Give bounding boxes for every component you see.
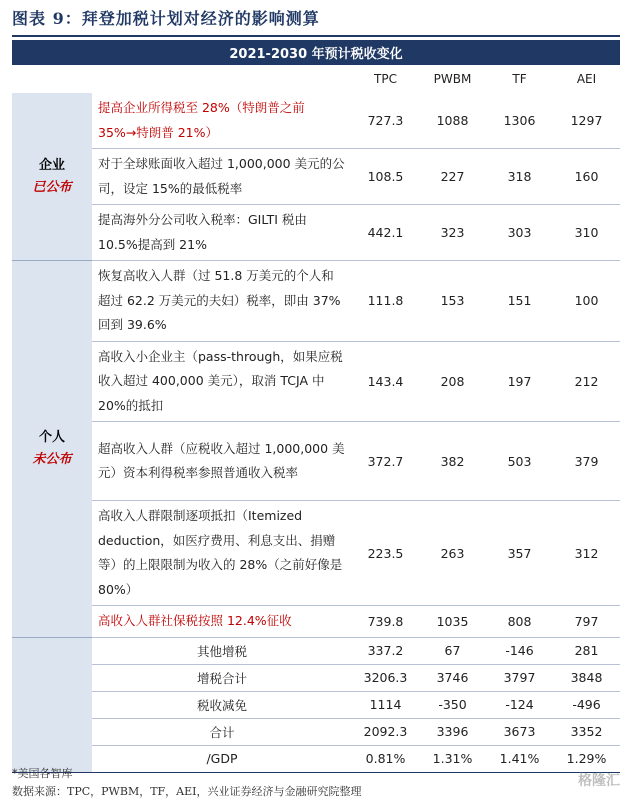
summary-value-cell: -350	[419, 691, 486, 718]
summary-value-cell: 337.2	[352, 637, 419, 664]
measure-description: 提高企业所得税至 28%（特朗普之前 35%→特朗普 21%）	[92, 93, 352, 149]
category-status: 已公布	[32, 179, 72, 195]
table-row	[12, 93, 620, 149]
value-cell: 1297	[553, 93, 620, 149]
summary-row	[12, 718, 620, 745]
summary-value-cell: -124	[486, 691, 553, 718]
summary-row	[12, 664, 620, 691]
summary-blank	[12, 691, 92, 718]
table-row	[12, 341, 620, 422]
category-status: 未公布	[32, 451, 72, 467]
source-note: 数据来源：TPC，PWBM，TF，AEI，兴业证券经济与金融研究院整理	[12, 785, 362, 798]
summary-value-cell: 1.31%	[419, 745, 486, 772]
value-cell: 227	[419, 149, 486, 205]
summary-value-cell: 0.81%	[352, 745, 419, 772]
summary-row	[12, 745, 620, 772]
summary-value-cell: 1.29%	[553, 745, 620, 772]
tax-table	[12, 40, 620, 773]
measure-description: 提高海外分公司收入税率：GILTI 税由 10.5%提高到 21%	[92, 205, 352, 261]
summary-value-cell: 3352	[553, 718, 620, 745]
value-cell: 310	[553, 205, 620, 261]
value-cell: 727.3	[352, 93, 419, 149]
value-cell: 379	[553, 422, 620, 501]
summary-row	[12, 637, 620, 664]
value-cell: 143.4	[352, 341, 419, 422]
measure-description: 高收入人群限制逐项抵扣（Itemized deduction，如医疗费用、利息支出、捐赠等）的上限限制为收入的 28%（之前好像是 80%）	[92, 501, 352, 606]
footnote: *美国各智库	[12, 767, 73, 780]
table-row	[12, 149, 620, 205]
value-cell: 323	[419, 205, 486, 261]
summary-value-cell: -146	[486, 637, 553, 664]
header-blank	[92, 65, 352, 93]
value-cell: 312	[553, 501, 620, 606]
summary-value-cell: 3848	[553, 664, 620, 691]
summary-row	[12, 691, 620, 718]
table-row	[12, 205, 620, 261]
column-header: TF	[512, 72, 527, 86]
summary-value-cell: 3396	[419, 718, 486, 745]
column-header: AEI	[576, 72, 597, 86]
summary-value-cell: 3746	[419, 664, 486, 691]
value-cell: 357	[486, 501, 553, 606]
value-cell: 160	[553, 149, 620, 205]
category-cell	[12, 261, 92, 638]
title-rule	[12, 35, 620, 37]
category-cell	[12, 93, 92, 261]
summary-value-cell: 281	[553, 637, 620, 664]
summary-value-cell: 1.41%	[486, 745, 553, 772]
value-cell: 503	[486, 422, 553, 501]
summary-value-cell: -496	[553, 691, 620, 718]
value-cell: 1088	[419, 93, 486, 149]
value-cell: 108.5	[352, 149, 419, 205]
summary-value-cell: 3206.3	[352, 664, 419, 691]
value-cell: 808	[486, 606, 553, 638]
value-cell: 263	[419, 501, 486, 606]
value-cell: 739.8	[352, 606, 419, 638]
summary-label: /GDP	[92, 745, 352, 772]
value-cell: 208	[419, 341, 486, 422]
summary-label: 其他增税	[92, 637, 352, 664]
category-label: 个人	[38, 429, 65, 445]
summary-value-cell: 2092.3	[352, 718, 419, 745]
value-cell: 372.7	[352, 422, 419, 501]
column-header: PWBM	[433, 72, 472, 86]
value-cell: 797	[553, 606, 620, 638]
summary-value-cell: 67	[419, 637, 486, 664]
value-cell: 1035	[419, 606, 486, 638]
summary-label: 税收减免	[92, 691, 352, 718]
table-row	[12, 261, 620, 342]
summary-value-cell: 3797	[486, 664, 553, 691]
summary-blank	[12, 637, 92, 664]
value-cell: 100	[553, 261, 620, 342]
value-cell: 223.5	[352, 501, 419, 606]
figure-title: 图表 9：拜登加税计划对经济的影响测算	[12, 9, 320, 28]
value-cell: 111.8	[352, 261, 419, 342]
table-caption: 2021-2030 年预计税收变化	[12, 40, 620, 65]
summary-label: 增税合计	[92, 664, 352, 691]
summary-label: 合计	[92, 718, 352, 745]
summary-blank	[12, 718, 92, 745]
summary-value-cell: 3673	[486, 718, 553, 745]
watermark: 格隆汇	[578, 773, 620, 789]
value-cell: 197	[486, 341, 553, 422]
column-header: TPC	[374, 72, 397, 86]
value-cell: 212	[553, 341, 620, 422]
value-cell: 382	[419, 422, 486, 501]
value-cell: 151	[486, 261, 553, 342]
value-cell: 442.1	[352, 205, 419, 261]
measure-description: 超高收入人群（应税收入超过 1,000,000 美元）资本利得税率参照普通收入税率	[92, 422, 352, 501]
value-cell: 153	[419, 261, 486, 342]
value-cell: 303	[486, 205, 553, 261]
measure-description: 对于全球账面收入超过 1,000,000 美元的公司，设定 15%的最低税率	[92, 149, 352, 205]
summary-blank	[12, 664, 92, 691]
summary-value-cell: 1114	[352, 691, 419, 718]
value-cell: 318	[486, 149, 553, 205]
category-label: 企业	[38, 157, 65, 173]
measure-description: 恢复高收入人群（过 51.8 万美元的个人和超过 62.2 万美元的夫妇）税率，即由 37%回到 39.6%	[92, 261, 352, 342]
measure-description: 高收入人群社保税按照 12.4%征收	[92, 606, 352, 638]
table-row	[12, 422, 620, 501]
table-row	[12, 501, 620, 606]
header-blank	[12, 65, 92, 93]
measure-description: 高收入小企业主（pass-through，如果应税收入超过 400,000 美元），取消 TCJA 中 20%的抵扣	[92, 341, 352, 422]
table-row	[12, 606, 620, 638]
value-cell: 1306	[486, 93, 553, 149]
